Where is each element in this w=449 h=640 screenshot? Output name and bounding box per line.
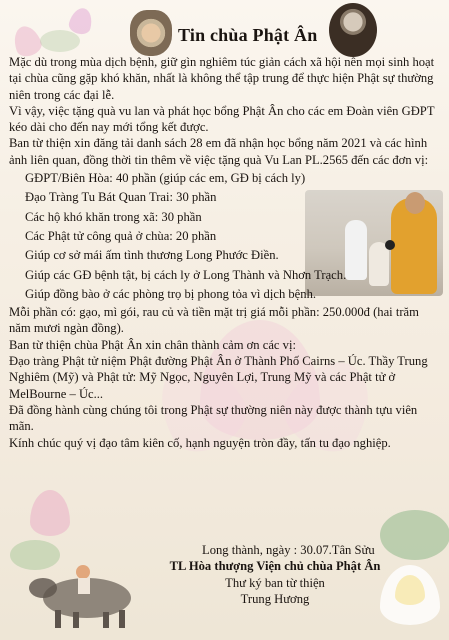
- paragraph: Ban từ thiện chùa Phật Ân xin chân thành cảm ơn các vị:: [9, 337, 296, 352]
- monk-portrait: [329, 3, 377, 57]
- paragraph: Đạo tràng Phật tử niệm Phật đường Phật Ân ở Thành Phố Cairns – Úc. Thầy Trung Nghiêm (Mỹ) và Phật tử: Mỹ Ngọc, Nguyên Lợi, Trung Mỹ và các Phật tử ở MelBourne – Úc...: [9, 354, 428, 401]
- page-title: Tin chùa Phật Ân: [178, 25, 318, 45]
- list-item: Các Phật tử công quả ở chùa: 20 phần: [25, 228, 217, 243]
- signature-block: [150, 542, 400, 607]
- list-item: Giúp đồng bào ở các phòng trọ bị phong tỏa vì dịch bệnh.: [25, 286, 317, 301]
- signature-org: TL Hòa thượng Viện chủ chùa Phật Ân: [169, 559, 381, 574]
- place-date: Long thành, ngày : 30.07.Tân Sửu: [202, 543, 375, 557]
- paragraph: Mặc dù trong mùa dịch bệnh, giữ gìn nghiêm túc giản cách xã hội nên mọi sinh hoạt tại chùa cũng gặp khó khăn, nhất là không thể tập trung để thực hiện Phật sự thường niên trong các đại lễ.: [9, 55, 435, 102]
- signature-role: Thư ký ban từ thiện: [225, 575, 325, 590]
- paragraph: Đã đồng hành cùng chúng tôi trong Phật sự thường niên này được thành tựu viên mãn.: [9, 402, 418, 434]
- list-item: Giúp cơ sở mái ấm tình thương Long Phước Điền.: [25, 248, 279, 263]
- buffalo-illustration: [25, 560, 145, 630]
- paragraph: Mỗi phần có: gạo, mì gói, rau củ và tiền mặt trị giá mỗi phần: 250.000đ (hai trăm năm mươi ngàn đồng).: [9, 305, 419, 336]
- paragraph: Vì vậy, việc tặng quà vu lan và phát học bổng Phật Ân cho các em Đoàn viên GĐPT kéo dài cho đến nay mới tổng kết được.: [9, 103, 435, 135]
- paragraph: Ban từ thiện xin đăng tải danh sách 28 em đã nhận học bổng năm 2021 và các hình ảnh liên quan, đồng thời tin thêm về việc tặng quà Vu Lan PL.2565 đến các đơn vị:: [9, 136, 429, 167]
- lotus-decoration-top-left: [0, 0, 130, 60]
- signature-name: Trung Hương: [240, 591, 310, 606]
- girl-portrait: [130, 10, 172, 56]
- article-body: [9, 54, 441, 451]
- list-item: Đạo Tràng Tu Bát Quan Trai: 30 phần: [25, 190, 217, 205]
- list-item: GĐPT/Biên Hòa: 40 phần (giúp các em, GĐ bị cách ly): [25, 171, 306, 186]
- list-item: Giúp các GĐ bệnh tật, bị cách ly ở Long Thành và Nhơn Trạch.: [25, 267, 347, 282]
- paragraph: Kính chúc quý vị đạo tâm kiên cố, hạnh nguyện tròn đầy, tấn tu đạo nghiệp.: [9, 435, 391, 450]
- list-item: Các hộ khó khăn trong xã: 30 phần: [25, 209, 202, 224]
